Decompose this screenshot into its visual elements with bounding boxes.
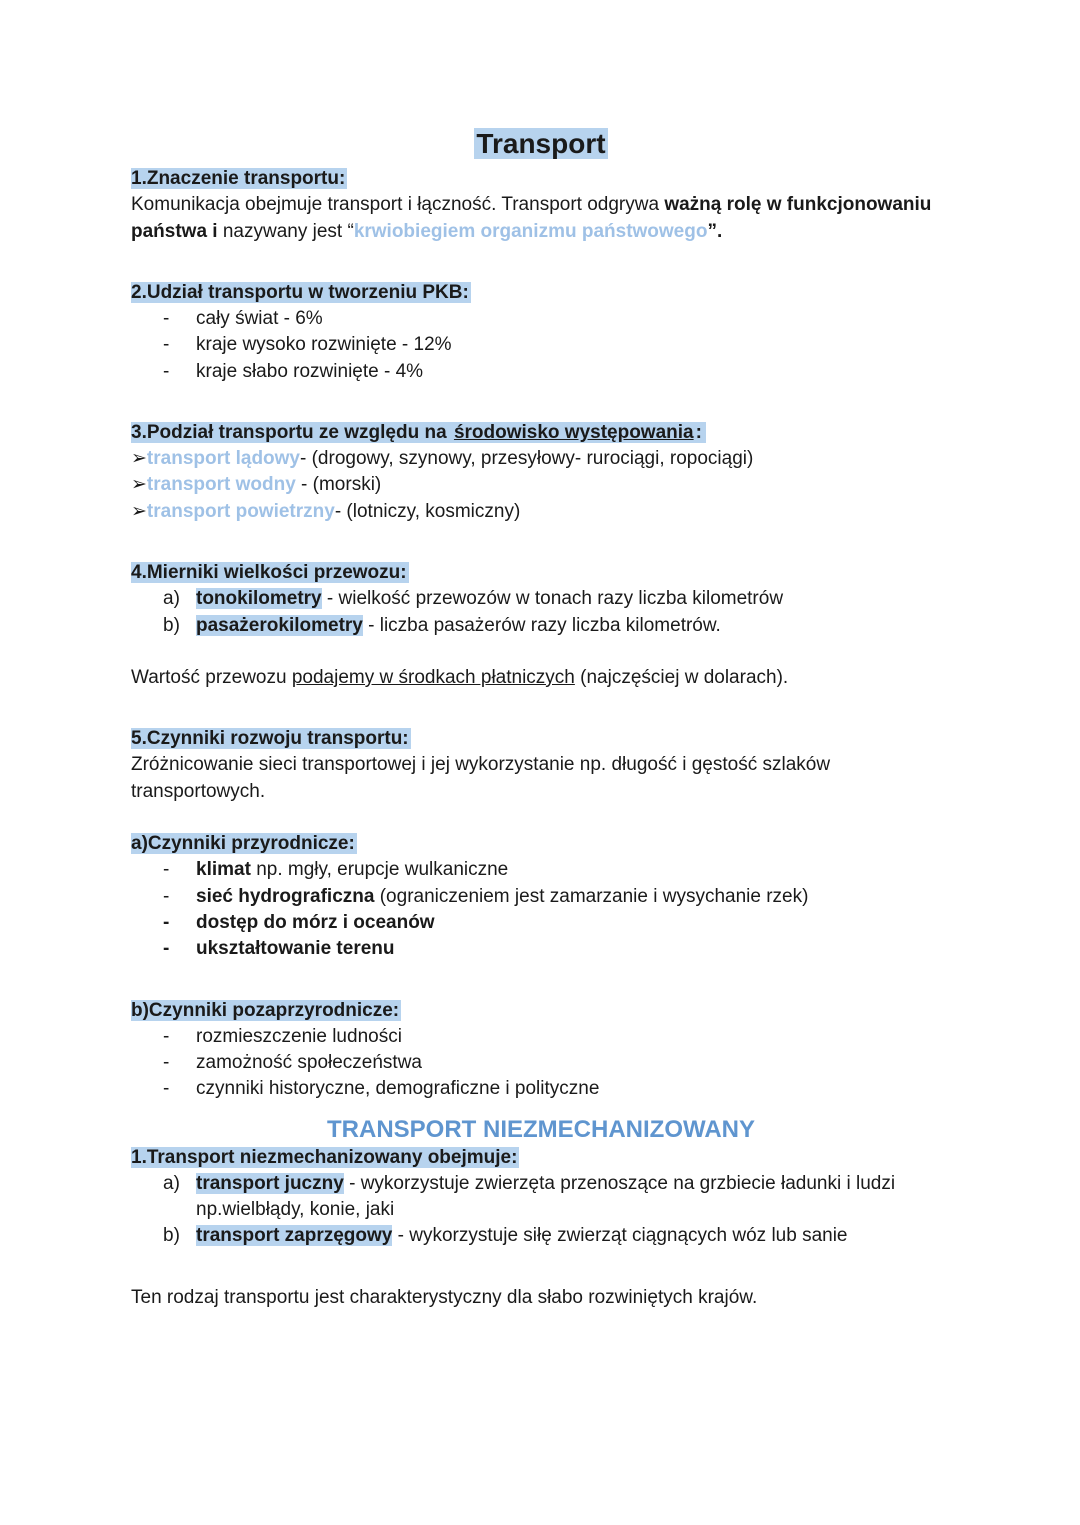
section-6-heading: 1.Transport niezmechanizowany obejmuje: [131,1146,518,1168]
section-title-niezmechanizowany: TRANSPORT NIEZMECHANIZOWANY [327,1115,755,1143]
list-item: b) transport zaprzęgowy - wykorzystuje siłę zwierząt ciągnących wóz lub sanie [163,1225,848,1247]
list-item: - cały świat - 6% [163,308,323,329]
list-item: - dostęp do mórz i oceanów [163,912,435,934]
non-natural-factors-heading: b)Czynniki pozaprzyrodnicze: [131,999,400,1021]
section-1-heading: 1.Znaczenie transportu: [131,168,346,189]
list-item: - ukształtowanie terenu [163,938,395,960]
document-page [131,128,951,1312]
arrow-icon: ➢ [131,447,147,469]
section-3-heading: 3.Podział transportu ze względu na środowisko występowania : [131,420,951,446]
list-item: - zamożność społeczeństwa [163,1051,422,1073]
section-4-heading: 4.Mierniki wielkości przewozu: [131,562,407,584]
natural-factors-list [131,857,951,962]
list-item: b) pasażerokilometry - liczba pasażerów razy liczba kilometrów. [163,614,721,636]
closing-text: Ten rodzaj transportu jest charakterystyczny dla słabo rozwiniętych krajów. [131,1287,758,1309]
transport-type-item: ➢transport powietrzny- (lotniczy, kosmiczny) [131,500,521,522]
non-natural-factors-list [131,1024,951,1103]
list-item: - czynniki historyczne, demograficzne i polityczne [163,1078,600,1100]
pkb-list [131,306,951,385]
section-5-heading: 5.Czynniki rozwoju transportu: [131,728,409,750]
transport-type-item: ➢transport lądowy- (drogowy, szynowy, przesyłowy- rurociągi, ropociągi) [131,447,754,469]
measures-list [131,586,951,639]
list-item: - rozmieszczenie ludności [163,1025,402,1047]
arrow-icon: ➢ [131,500,147,522]
section-1-text: Komunikacja obejmuje transport i łączność. Transport odgrywa ważną rolę w funkcjonowaniu państwa i nazywany jest “krwiobiegiem organizmu państwowego”. [131,194,932,242]
value-text: Wartość przewozu podajemy w środkach płatniczych (najczęściej w dolarach). [131,666,789,688]
arrow-icon: ➢ [131,474,147,496]
list-item: - klimat np. mgły, erupcje wulkaniczne [163,859,509,881]
highlight-phrase: krwiobiegiem organizmu państwowego [353,220,708,242]
list-item: a) transport juczny - wykorzystuje zwierzęta przenoszące na grzbiecie ładunki i ludzi np.wielbłądy, konie, jaki [163,1172,896,1220]
nonmechanized-list [131,1171,951,1250]
natural-factors-heading: a)Czynniki przyrodnicze: [131,833,355,855]
list-item: a) tonokilometry - wielkość przewozów w tonach razy liczba kilometrów [163,588,784,610]
document-title-wrap [131,128,951,160]
list-item: - sieć hydrograficzna (ograniczeniem jest zamarzanie i wysychanie rzek) [163,885,809,907]
section-2-heading: 2.Udział transportu w tworzeniu PKB: [131,282,469,303]
list-item: - kraje słabo rozwinięte - 4% [163,360,424,382]
document-title: Transport [476,128,606,159]
transport-type-item: ➢transport wodny - (morski) [131,474,382,496]
section-5-text: Zróżnicowanie sieci transportowej i jej wykorzystanie np. długość i gęstość szlaków transportowych. [131,754,831,802]
list-item: - kraje wysoko rozwinięte - 12% [163,334,452,356]
